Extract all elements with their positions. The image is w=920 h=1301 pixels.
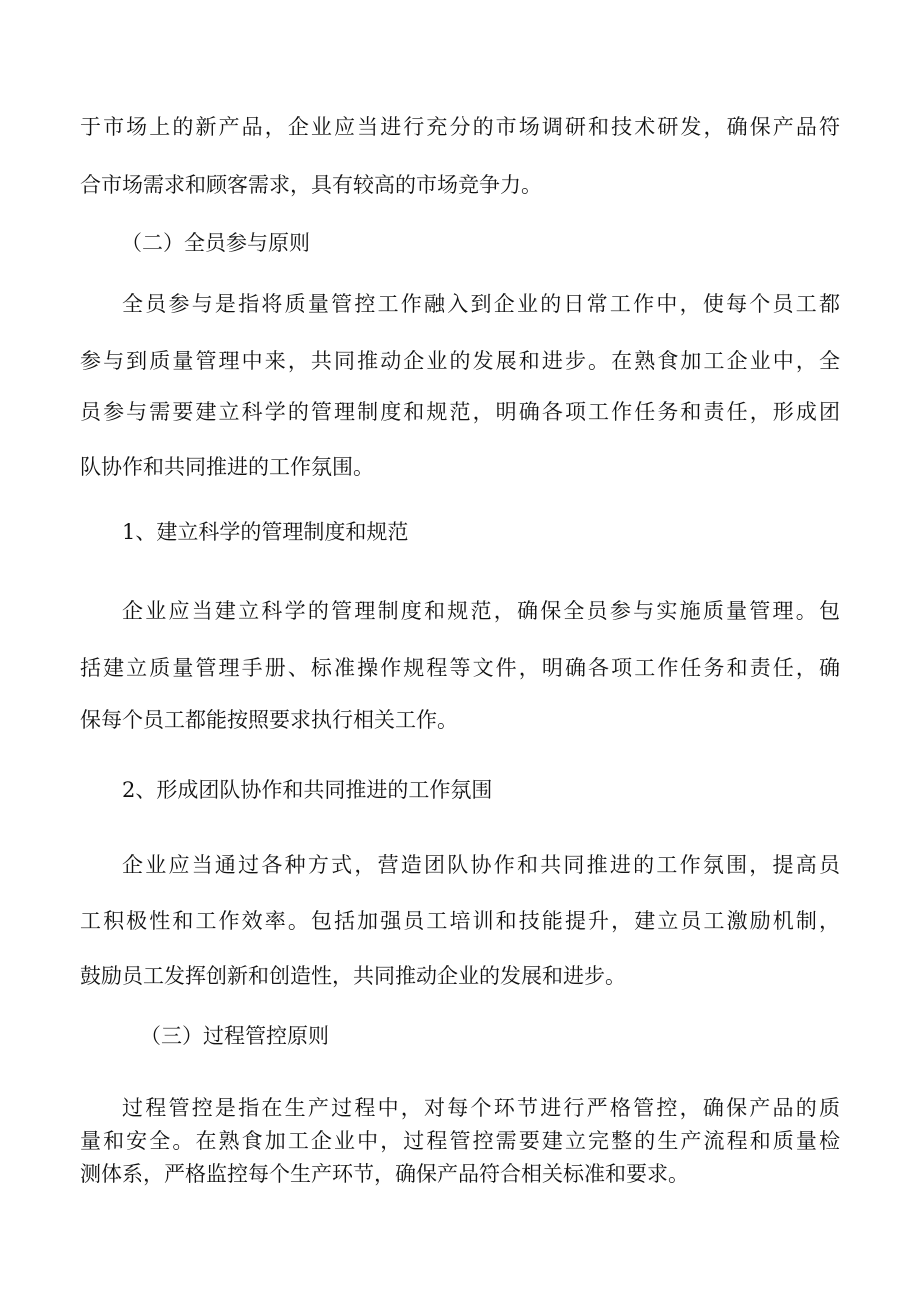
paragraph-3-line-3: 保每个员工都能按照要求执行相关工作。 — [80, 708, 458, 732]
paragraph-5-line-1: 过程管控是指在生产过程中，对每个环节进行严格管控，确保产品的质 — [122, 1096, 840, 1120]
paragraph-2-line-4: 队协作和共同推进的工作氛围。 — [80, 455, 374, 479]
paragraph-4-line-2: 工积极性和工作效率。包括加强员工培训和技能提升，建立员工激励机制， — [80, 909, 840, 933]
paragraph-2-line-3: 员参与需要建立科学的管理制度和规范，明确各项工作任务和责任，形成团 — [80, 400, 840, 424]
section-heading-3: （三）过程管控原则 — [140, 1024, 329, 1048]
paragraph-5-line-2: 量和安全。在熟食加工企业中，过程管控需要建立完整的生产流程和质量检 — [80, 1129, 840, 1153]
paragraph-3-line-2: 括建立质量管理手册、标准操作规程等文件，明确各项工作任务和责任，确 — [80, 656, 840, 680]
paragraph-1-line-1: 于市场上的新产品，企业应当进行充分的市场调研和技术研发，确保产品符 — [80, 115, 840, 139]
paragraph-4-line-3: 鼓励员工发挥创新和创造性，共同推动企业的发展和进步。 — [80, 964, 626, 988]
paragraph-3-line-1: 企业应当建立科学的管理制度和规范，确保全员参与实施质量管理。包 — [122, 599, 840, 623]
paragraph-4-line-1: 企业应当通过各种方式，营造团队协作和共同推进的工作氛围，提高员 — [122, 853, 840, 877]
paragraph-1-line-2: 合市场需求和顾客需求，具有较高的市场竞争力。 — [80, 173, 542, 197]
subheading-1: 1、建立科学的管理制度和规范 — [122, 520, 409, 544]
paragraph-2-line-2: 参与到质量管理中来，共同推动企业的发展和进步。在熟食加工企业中，全 — [80, 349, 840, 373]
subheading-2: 2、形成团队协作和共同推进的工作氛围 — [122, 778, 493, 802]
paragraph-5-line-3: 测体系，严格监控每个生产环节，确保产品符合相关标准和要求。 — [80, 1162, 689, 1186]
paragraph-2-line-1: 全员参与是指将质量管控工作融入到企业的日常工作中，使每个员工都 — [122, 292, 840, 316]
section-heading-2: （二）全员参与原则 — [121, 231, 310, 255]
